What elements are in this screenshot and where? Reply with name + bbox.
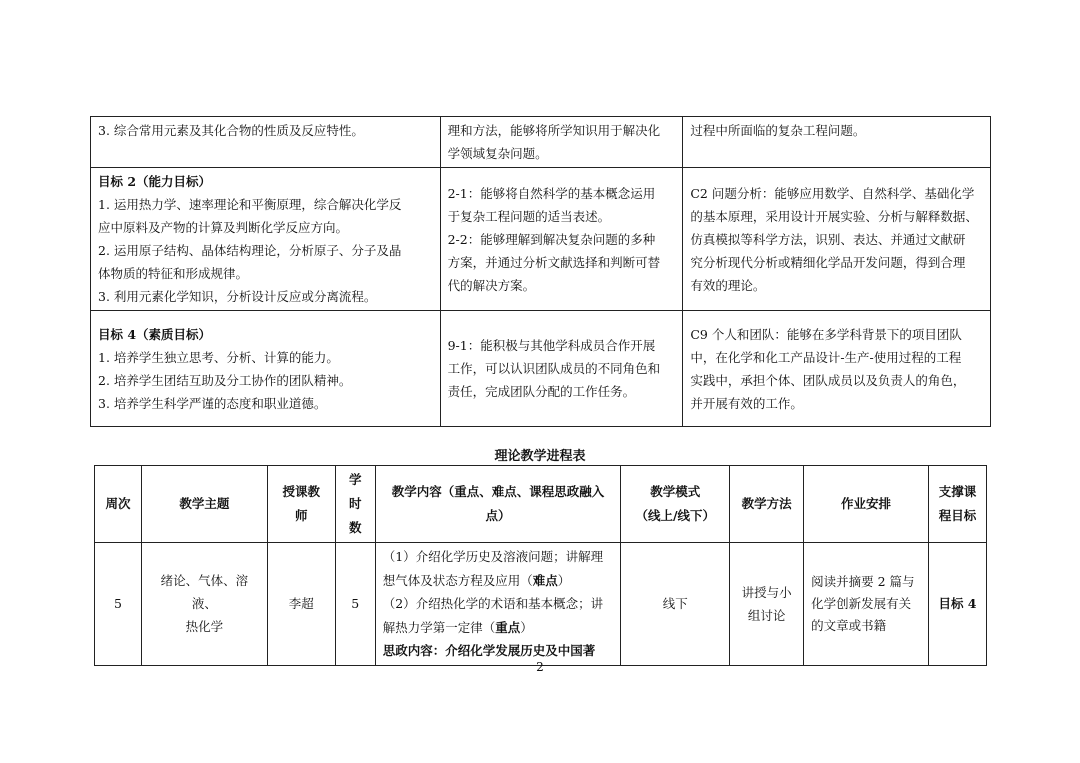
header-mode: 教学模式 （线上/线下） (621, 466, 730, 543)
header-hours: 学时 数 (335, 466, 375, 543)
method-cell: 讲授与小 组讨论 (730, 543, 804, 666)
difficulty-mark: 难点 (532, 572, 558, 588)
ideology-content: 思政内容：介绍化学发展历史及中国著 (382, 643, 596, 658)
page-number: 2 (536, 660, 544, 674)
mode-cell: 线下 (621, 543, 730, 666)
indicator-cell: 理和方法，能够将所学知识用于解决化 学领域复杂问题。 (440, 117, 683, 168)
content-cell: （1）介绍化学历史及溶液问题；讲解理 想气体及状态方程及应用（难点） （2）介绍热化学的术语和基本概念；讲 解热力学第一定律（重点） 思政内容：介绍化学发展历史及中国著 (375, 543, 621, 666)
objectives-table (90, 116, 991, 427)
schedule-caption: 理论教学进程表 (494, 449, 586, 464)
header-topic: 教学主题 (141, 466, 267, 543)
goal-title: 目标 4（素质目标） (98, 326, 212, 342)
table-row (95, 543, 987, 666)
indicator-cell: 9-1：能积极与其他学科成员合作开展 工作，可以认识团队成员的不同角色和 责任，完成团队分配的工作任务。 (440, 311, 683, 427)
schedule-table (94, 465, 987, 666)
header-support: 支撑课 程目标 (928, 466, 986, 543)
header-week: 周次 (95, 466, 142, 543)
requirement-cell: C9 个人和团队：能够在多学科背景下的项目团队 中，在化学和化工产品设计-生产-使用过程的工程 实践中，承担个体、团队成员以及负责人的角色， 并开展有效的工作。 (683, 311, 991, 427)
header-homework: 作业安排 (804, 466, 929, 543)
header-method: 教学方法 (730, 466, 804, 543)
objective-cell: 目标 2（能力目标） 1. 运用热力学、速率理论和平衡原理，综合解决化学反 应中原料及产物的计算及判断化学反应方向。 2. 运用原子结构、晶体结构理论，分析原子、分子及晶 体物质的特征和形成规律。 3. 利用元素化学知识，分析设计反应或分离流程。 (91, 168, 441, 311)
hours-cell: 5 (335, 543, 375, 666)
week-cell: 5 (95, 543, 142, 666)
homework-cell: 阅读并摘要 2 篇与 化学创新发展有关 的文章或书籍 (804, 543, 929, 666)
header-teacher: 授课教 师 (267, 466, 335, 543)
support-cell: 目标 4 (928, 543, 986, 666)
header-content: 教学内容（重点、难点、课程思政融入 点） (375, 466, 621, 543)
topic-cell: 绪论、气体、溶液、 热化学 (141, 543, 267, 666)
objective-cell: 目标 4（素质目标） 1. 培养学生独立思考、分析、计算的能力。 2. 培养学生团结互助及分工协作的团队精神。 3. 培养学生科学严谨的态度和职业道德。 (91, 311, 441, 427)
header-row (95, 466, 987, 543)
objective-cell: 3. 综合常用元素及其化合物的性质及反应特性。 (91, 117, 441, 168)
requirement-cell: 过程中所面临的复杂工程问题。 (683, 117, 991, 168)
goal-title: 目标 2（能力目标） (98, 174, 212, 189)
table-row (91, 168, 991, 311)
teacher-cell: 李超 (267, 543, 335, 666)
table-row (91, 311, 991, 427)
indicator-cell: 2-1：能够将自然科学的基本概念运用 于复杂工程问题的适当表述。 2-2：能够理解到解决复杂问题的多种 方案，并通过分析文献选择和判断可替 代的解决方案。 (440, 168, 683, 311)
key-point-mark: 重点 (495, 619, 521, 635)
table-row (91, 117, 991, 168)
requirement-cell: C2 问题分析：能够应用数学、自然科学、基础化学 的基本原理，采用设计开展实验、分析与解释数据、 仿真模拟等科学方法，识别、表达、并通过文献研 究分析现代分析或精细化学品开发问题，得到合理 有效的理论。 (683, 168, 991, 311)
